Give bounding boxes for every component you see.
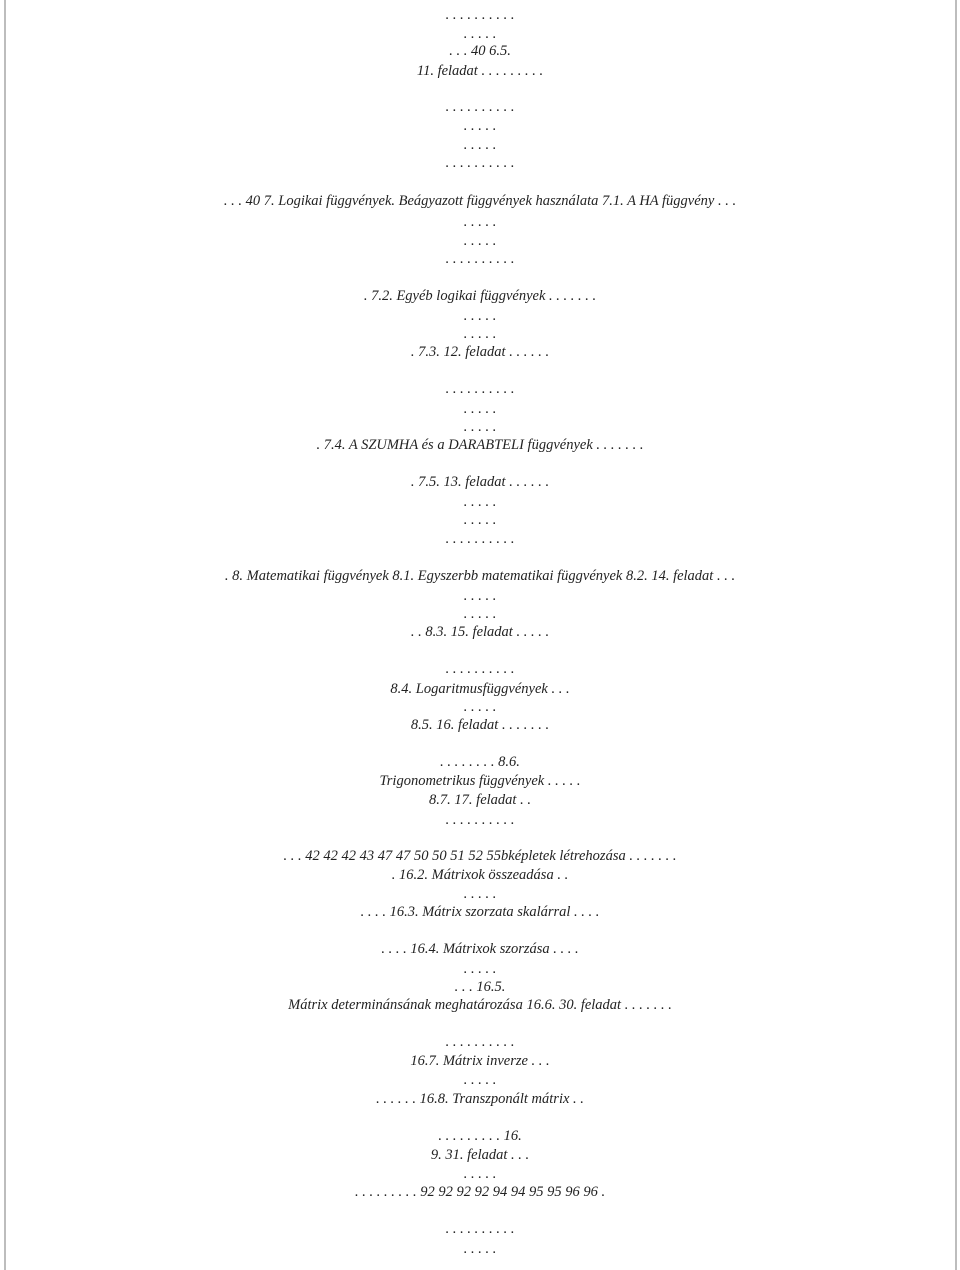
toc-line: 8.5. 16. feladat . . . . . . . — [410, 717, 550, 733]
toc-line: . . . . . . . . 8.6. — [440, 754, 520, 770]
toc-line: . . . . . . 16.8. Transzponált mátrix . . — [376, 1091, 584, 1107]
toc-line: . . . . . — [463, 494, 497, 510]
toc-line: . . . . . — [463, 1166, 497, 1182]
toc-line: . . . . . — [463, 118, 497, 134]
toc-line: Trigonometrikus függvények . . . . . — [379, 773, 581, 789]
toc-line: . . . . . — [463, 961, 497, 977]
toc-line: . . . 16.5. — [454, 979, 506, 995]
toc-line: 8.4. Logaritmusfüggvények . . . — [390, 681, 570, 697]
toc-line: . . . . . — [463, 1241, 497, 1257]
toc-line: . . . . . — [463, 308, 497, 324]
toc-line: . . . . . — [463, 326, 497, 342]
toc-line: . . . . . . . . . . — [445, 531, 515, 547]
toc-line: . . . . . — [463, 419, 497, 435]
toc-line: . . . . . . . . . . — [445, 1034, 515, 1050]
toc-line: . . . . . . . . . 92 92 92 92 94 94 95 95 96 96 . — [354, 1184, 606, 1200]
toc-line: . . . . . — [463, 588, 497, 604]
toc-line: . . . . . — [463, 137, 497, 153]
toc-line: . . . . . . . . . . — [445, 1221, 515, 1237]
toc-line: . 7.5. 13. feladat . . . . . . — [410, 474, 550, 490]
toc-line: . . . . . — [463, 886, 497, 902]
toc-line: . . 8.3. 15. feladat . . . . . — [410, 624, 550, 640]
toc-line: . . . . . . . . . . — [445, 661, 515, 677]
toc-line: 9. 31. feladat . . . — [430, 1147, 530, 1163]
toc-line: . 7.3. 12. feladat . . . . . . — [410, 344, 550, 360]
toc-line: 11. feladat . . . . . . . . . — [416, 63, 544, 79]
toc-line: 16.7. Mátrix inverze . . . — [410, 1053, 550, 1069]
toc-line: . . . . . — [463, 401, 497, 417]
toc-line: . 7.2. Egyéb logikai függvények . . . . . . . — [363, 288, 597, 304]
toc-line: . . . . . — [463, 699, 497, 715]
toc-line: . . . . . — [463, 606, 497, 622]
toc-line: . . . . . . . . . . — [445, 251, 515, 267]
toc-line: Mátrix determinánsának meghatározása 16.6. 30. feladat . . . . . . . — [288, 997, 672, 1013]
toc-line: . . . . . . . . . . — [445, 155, 515, 171]
toc-line: . . . . . — [463, 1072, 497, 1088]
toc-line: . . . . . — [463, 233, 497, 249]
toc-line: . . . . . . . . . . — [445, 99, 515, 115]
toc-line: . . . . . — [463, 214, 497, 230]
toc-line: 8.7. 17. feladat . . — [429, 792, 531, 808]
toc-line: . 8. Matematikai függvények 8.1. Egyszerbb matematikai függvények 8.2. 14. feladat . . . — [224, 568, 736, 584]
toc-line: . 16.2. Mátrixok összeadása . . — [391, 867, 569, 883]
toc-line: . . . . . . . . . 16. — [438, 1128, 522, 1144]
toc-line: . . . . . — [463, 26, 497, 42]
toc-line: . . . 40 6.5. — [449, 43, 511, 59]
toc-line: . 7.4. A SZUMHA és a DARABTELI függvények . . . . . . . — [316, 437, 644, 453]
toc-line: . . . . 16.3. Mátrix szorzata skalárral . . . . — [360, 904, 600, 920]
toc-line: . . . . . — [463, 512, 497, 528]
toc-line: . . . . . . . . . . — [445, 381, 515, 397]
toc-line: . . . . . . . . . . — [445, 7, 515, 23]
toc-line: . . . . 16.4. Mátrixok szorzása . . . . — [381, 941, 579, 957]
toc-line: . . . . . . . . . . — [445, 812, 515, 828]
toc-line: . . . 42 42 42 43 47 47 50 50 51 52 55bképletek létrehozása . . . . . . . — [283, 848, 677, 864]
toc-line: . . . 40 7. Logikai függvények. Beágyazott függvények használata 7.1. A HA függvény . . . — [223, 193, 737, 209]
